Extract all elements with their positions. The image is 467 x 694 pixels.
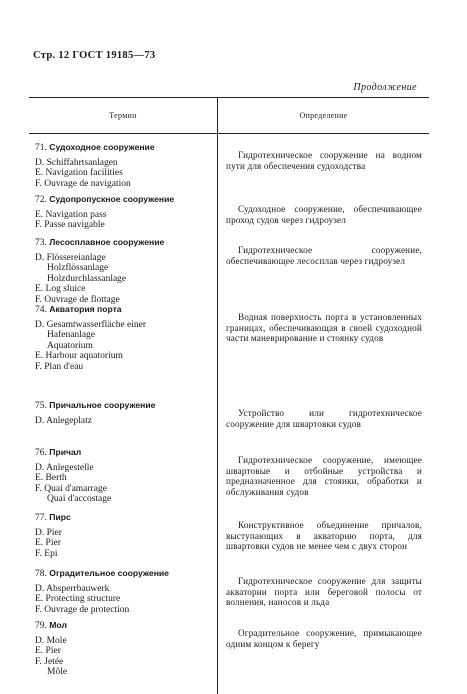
term-number: 79. bbox=[35, 621, 47, 631]
foreign-equivalent: E. Pier bbox=[35, 538, 61, 548]
foreign-equivalent: E. Log sluice bbox=[35, 284, 86, 294]
foreign-equivalent: E. Protecting structure bbox=[35, 594, 121, 604]
foreign-equivalent: D. Pier bbox=[35, 527, 62, 538]
foreign-equivalent: D. Anlegestelle bbox=[35, 462, 94, 473]
term-title bbox=[35, 620, 215, 632]
column-header-term: Термин bbox=[29, 98, 218, 133]
term-number: 77. bbox=[35, 513, 47, 523]
definition-cell: Конструктивное объединение причалов, выступающих в акваторию порта, для швартовки судов не менее чем с двух сторон bbox=[226, 520, 422, 551]
foreign-equivalent: D. Absperrbauwerk bbox=[35, 583, 110, 594]
term-number: 78. bbox=[35, 569, 47, 579]
definition-cell: Гидротехническое сооружение, имеющее швартовые и отбойные устройства и предназначенное для стоянки, обработки и обслуживания судов bbox=[226, 455, 422, 497]
term-cell bbox=[35, 400, 215, 426]
foreign-equivalent: D. Anlegeplatz bbox=[35, 415, 92, 426]
foreign-equivalent: F. Quai d'amarrage bbox=[35, 483, 107, 494]
foreign-equivalent: F. Passe navigable bbox=[35, 220, 105, 230]
term-title bbox=[35, 400, 215, 412]
term-number: 72. bbox=[35, 195, 47, 205]
term-title-text: Судопропускное сооружение bbox=[49, 194, 175, 204]
table-body bbox=[29, 134, 429, 694]
term-cell bbox=[35, 304, 215, 372]
definition-cell: Оградительное сооружение, примыкающее одним концом к берегу bbox=[226, 628, 422, 649]
term-number: 71. bbox=[35, 143, 47, 153]
foreign-equivalent: E. Berth bbox=[35, 473, 67, 483]
term-title-text: Мол bbox=[49, 620, 67, 630]
term-title-text: Лесосплавное сооружение bbox=[49, 237, 165, 247]
term-title bbox=[35, 568, 215, 580]
term-cell bbox=[35, 237, 215, 305]
foreign-equivalent: D. Gesamtwasserfläche einer bbox=[35, 319, 147, 330]
foreign-equivalent: Holzflössanlage bbox=[47, 263, 109, 273]
term-title bbox=[35, 237, 215, 249]
foreign-equivalent: F. Plan d'eau bbox=[35, 361, 84, 372]
page-header: Стр. 12 ГОСТ 19185—73 bbox=[33, 50, 156, 61]
foreign-equivalent: Aquatorium bbox=[47, 340, 93, 351]
foreign-equivalent: E. Navigation facilities bbox=[35, 168, 123, 178]
term-number: 73. bbox=[35, 238, 47, 248]
term-title-text: Оградительное сооружение bbox=[49, 568, 169, 578]
term-cell bbox=[35, 568, 215, 615]
term-number: 76. bbox=[35, 448, 47, 458]
foreign-equivalent: F. Epi bbox=[35, 548, 58, 559]
term-title bbox=[35, 194, 215, 206]
definition-cell: Судоходное сооружение, обеспечивающее проход судов через гидроузел bbox=[226, 204, 422, 225]
foreign-equivalent: F. Ouvrage de protection bbox=[35, 604, 130, 615]
foreign-equivalent: D. Mole bbox=[35, 635, 67, 646]
foreign-equivalent: D. Schiffahrtsanlagen bbox=[35, 157, 118, 168]
foreign-equivalent: F. Ouvrage de flottage bbox=[35, 294, 120, 305]
foreign-equivalent: D. Flössereianlage bbox=[35, 252, 106, 263]
term-cell bbox=[35, 620, 215, 678]
term-title-text: Судоходное сооружение bbox=[49, 142, 155, 152]
term-title bbox=[35, 142, 215, 154]
term-title-text: Причал bbox=[49, 447, 82, 457]
foreign-equivalent: Quai d'accostage bbox=[47, 494, 112, 504]
foreign-equivalent: E. Pier bbox=[35, 646, 61, 656]
foreign-equivalent: Holzdurchlassanlage bbox=[47, 273, 127, 284]
definition-cell: Гидротехническое сооружение для защиты акватории порта или береговой полосы от волнения, наносов и льда bbox=[226, 576, 422, 607]
definition-cell: Водная поверхность порта в установленных границах, обеспечивающая в своей судоходной части маневрирование и стоянку судов bbox=[226, 312, 422, 343]
foreign-equivalent: F. Jetée bbox=[35, 656, 64, 667]
term-cell bbox=[35, 447, 215, 505]
definition-cell: Гидротехническое сооружение, обеспечивающее лесосплав через гидроузел bbox=[226, 245, 422, 266]
definition-cell: Гидротехническое сооружение на водном пути для обеспечения судоходства bbox=[226, 150, 422, 171]
continuation-label: Продолжение bbox=[353, 82, 417, 93]
foreign-equivalent: F. Ouvrage de navigation bbox=[35, 178, 131, 189]
term-title-text: Пирс bbox=[49, 512, 71, 522]
table-header bbox=[29, 98, 429, 134]
foreign-equivalent: E. Navigation pass bbox=[35, 209, 107, 220]
foreign-equivalent: Môle bbox=[47, 667, 68, 677]
term-title bbox=[35, 447, 215, 459]
term-number: 74. bbox=[35, 305, 47, 315]
column-header-definition: Определение bbox=[299, 111, 348, 120]
foreign-equivalent: E. Harbour aquatorium bbox=[35, 351, 123, 361]
term-cell bbox=[35, 512, 215, 559]
foreign-equivalent: Hafenanlage bbox=[47, 330, 95, 340]
term-title bbox=[35, 304, 215, 316]
term-cell bbox=[35, 142, 215, 189]
term-title-text: Причальное сооружение bbox=[49, 400, 156, 410]
terms-table bbox=[29, 97, 429, 694]
term-title bbox=[35, 512, 215, 524]
term-title-text: Акватория порта bbox=[49, 304, 122, 314]
definition-cell: Устройство или гидротехническое сооружение для швартовки судов bbox=[226, 408, 422, 429]
term-cell bbox=[35, 194, 215, 231]
term-number: 75. bbox=[35, 401, 47, 411]
